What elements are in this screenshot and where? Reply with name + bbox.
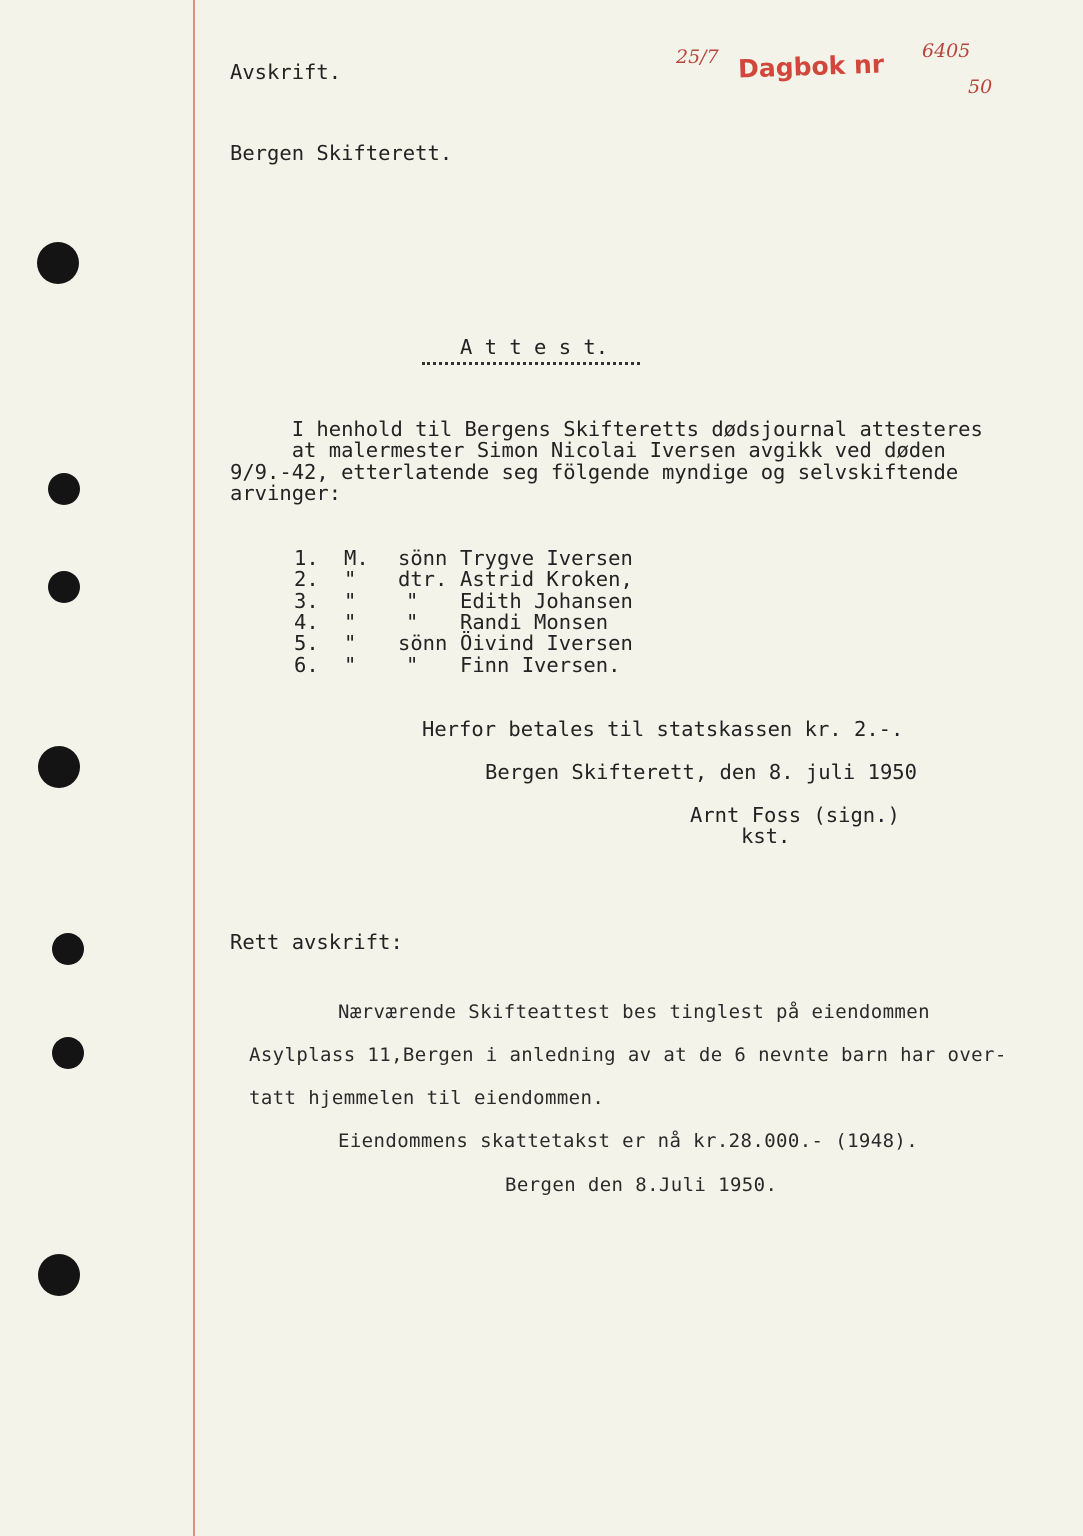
doc-type-label: Avskrift. xyxy=(230,60,342,84)
heir-number: 2. xyxy=(294,567,319,591)
margin-rule xyxy=(193,0,195,1536)
heir-kinship: " xyxy=(406,653,419,677)
issuer-name: Bergen Skifterett. xyxy=(230,141,453,165)
punch-hole xyxy=(38,746,80,788)
heir-kinship: sönn xyxy=(398,546,448,570)
request-line: Asylplass 11,Bergen i anledning av at de 6 nevnte barn har over- xyxy=(249,1044,1007,1066)
heir-name: Randi Monsen xyxy=(460,610,609,634)
punch-hole xyxy=(52,933,84,965)
page-title: A t t e s t. xyxy=(460,335,609,359)
heir-relation: " xyxy=(344,610,357,634)
punch-hole xyxy=(37,242,79,284)
request-line: Eiendommens skattetakst er nå kr.28.000.- (1948). xyxy=(338,1130,919,1152)
heir-number: 5. xyxy=(294,631,319,655)
heir-name: Finn Iversen. xyxy=(460,653,621,677)
punch-hole xyxy=(48,473,80,505)
body-line: 9/9.-42, etterlatende seg fölgende myndige og selvskiftende xyxy=(230,460,959,484)
heir-number: 6. xyxy=(294,653,319,677)
heir-relation: " xyxy=(344,567,357,591)
signature-title: kst. xyxy=(741,824,791,848)
punch-hole xyxy=(38,1254,80,1296)
heir-number: 4. xyxy=(294,610,319,634)
stamp-handwritten-date: 25/7 xyxy=(676,46,719,68)
heir-kinship: dtr. xyxy=(398,567,448,591)
heir-name: Astrid Kroken, xyxy=(460,567,633,591)
body-line: I henhold til Bergens Skifteretts dødsjournal attesteres xyxy=(230,417,983,441)
heir-kinship: sönn xyxy=(398,631,448,655)
punch-hole xyxy=(48,571,80,603)
heir-relation: " xyxy=(344,653,357,677)
punch-hole xyxy=(52,1037,84,1069)
dagbok-stamp: Dagbok nr xyxy=(737,49,885,84)
heir-relation: " xyxy=(344,631,357,655)
fee-line: Herfor betales til statskassen kr. 2.-. xyxy=(422,717,904,741)
body-line: arvinger: xyxy=(230,481,342,505)
request-line: tatt hjemmelen til eiendommen. xyxy=(249,1087,605,1109)
certified-copy-label: Rett avskrift: xyxy=(230,930,403,954)
signature: Arnt Foss (sign.) xyxy=(690,803,900,827)
heir-name: Öivind Iversen xyxy=(460,631,633,655)
request-line: Nærværende Skifteattest bes tinglest på eiendommen xyxy=(338,1001,930,1023)
request-line: Bergen den 8.Juli 1950. xyxy=(505,1174,778,1196)
heir-kinship: " xyxy=(406,589,419,613)
stamp-handwritten-year: 50 xyxy=(968,76,993,98)
heir-name: Trygve Iversen xyxy=(460,546,633,570)
place-date: Bergen Skifterett, den 8. juli 1950 xyxy=(485,760,917,784)
heir-relation: M. xyxy=(344,546,369,570)
heir-kinship: " xyxy=(406,610,419,634)
heir-number: 1. xyxy=(294,546,319,570)
stamp-handwritten-number: 6405 xyxy=(922,40,971,62)
body-line: at malermester Simon Nicolai Iversen avgikk ved døden xyxy=(230,438,946,462)
heir-number: 3. xyxy=(294,589,319,613)
heir-name: Edith Johansen xyxy=(460,589,633,613)
heir-relation: " xyxy=(344,589,357,613)
title-underline xyxy=(422,362,640,365)
